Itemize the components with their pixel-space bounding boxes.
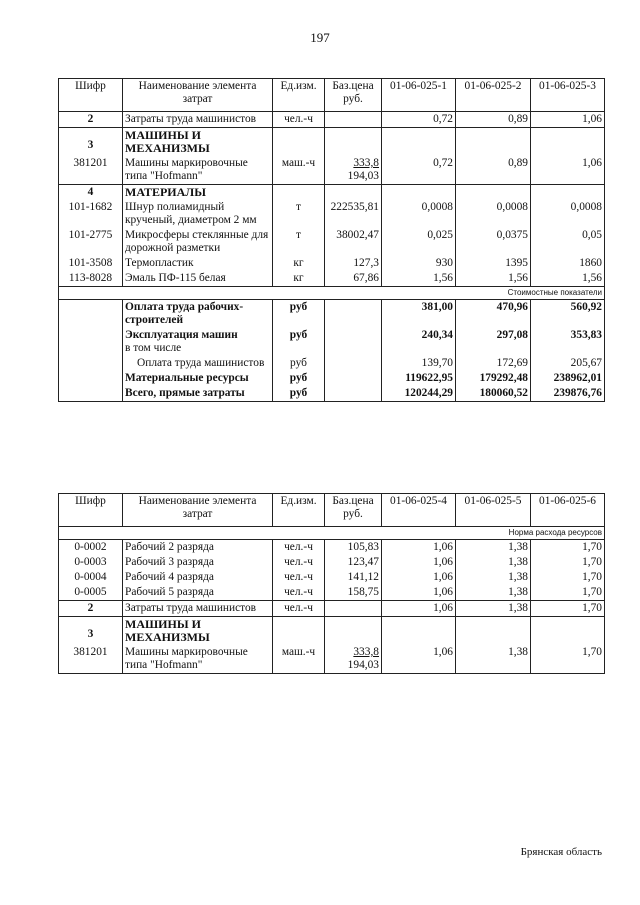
estimate-table-2 bbox=[58, 493, 605, 674]
section-title: МАШИНЫ И МЕХАНИЗМЫ bbox=[123, 617, 273, 646]
row-value-3: 1,06 bbox=[531, 112, 605, 128]
row-price: 67,86 bbox=[325, 271, 382, 287]
total-value-3: 238962,01 bbox=[531, 371, 605, 386]
row-code: 101-1682 bbox=[59, 200, 123, 228]
table-row bbox=[59, 156, 605, 185]
row-price: 105,83 bbox=[325, 540, 382, 556]
table-row bbox=[59, 540, 605, 556]
table-row bbox=[59, 585, 605, 601]
header-col-1: 01-06-025-4 bbox=[382, 494, 456, 527]
row-value-3: 0,0008 bbox=[531, 200, 605, 228]
header-name: Наименование элемента затрат bbox=[123, 494, 273, 527]
price-primary: 333,8 bbox=[353, 157, 379, 169]
row-code: 381201 bbox=[59, 645, 123, 674]
row-code: 113-8028 bbox=[59, 271, 123, 287]
row-value-1: 1,06 bbox=[382, 585, 456, 601]
row-value-2: 1,38 bbox=[456, 645, 531, 674]
header-col-2: 01-06-025-2 bbox=[456, 79, 531, 112]
table-row bbox=[59, 200, 605, 228]
row-value-2: 0,0375 bbox=[456, 228, 531, 256]
row-name: Рабочий 5 разряда bbox=[123, 585, 273, 601]
header-col-2: 01-06-025-5 bbox=[456, 494, 531, 527]
price-secondary: 194,03 bbox=[347, 170, 379, 182]
row-unit: чел.-ч bbox=[273, 585, 325, 601]
region-footer: Брянская область bbox=[520, 846, 602, 858]
row-value-3: 1860 bbox=[531, 256, 605, 271]
price-secondary: 194,03 bbox=[347, 659, 379, 671]
row-name: Термопластик bbox=[123, 256, 273, 271]
total-name: Всего, прямые затраты bbox=[123, 386, 273, 402]
total-value-2: 470,96 bbox=[456, 300, 531, 329]
note-row bbox=[59, 527, 605, 540]
section-number: 3 bbox=[59, 617, 123, 646]
section-number: 4 bbox=[59, 185, 123, 201]
total-value-2: 179292,48 bbox=[456, 371, 531, 386]
total-unit: руб bbox=[273, 386, 325, 402]
table-row bbox=[59, 271, 605, 287]
row-value-1: 1,06 bbox=[382, 645, 456, 674]
price-primary: 333,8 bbox=[353, 646, 379, 658]
row-unit: т bbox=[273, 228, 325, 256]
total-row bbox=[59, 356, 605, 371]
cost-indicators-note: Стоимостные показатели bbox=[59, 287, 605, 300]
row-unit: маш.-ч bbox=[273, 645, 325, 674]
row-value-2: 0,89 bbox=[456, 112, 531, 128]
total-unit: руб bbox=[273, 371, 325, 386]
row-value-2: 0,0008 bbox=[456, 200, 531, 228]
table-row bbox=[59, 256, 605, 271]
table-row bbox=[59, 112, 605, 128]
row-value-3: 1,70 bbox=[531, 570, 605, 585]
total-unit: руб bbox=[273, 356, 325, 371]
row-price: 158,75 bbox=[325, 585, 382, 601]
total-row bbox=[59, 328, 605, 356]
row-value-1: 0,72 bbox=[382, 112, 456, 128]
row-price bbox=[325, 156, 382, 185]
total-value-1: 120244,29 bbox=[382, 386, 456, 402]
row-name: Шнур полиамидный крученый, диаметром 2 мм bbox=[123, 200, 273, 228]
header-name: Наименование элемента затрат bbox=[123, 79, 273, 112]
section-row bbox=[59, 617, 605, 646]
section-number: 2 bbox=[59, 601, 123, 617]
table-row bbox=[59, 570, 605, 585]
row-value-1: 1,06 bbox=[382, 570, 456, 585]
row-value-2: 1,38 bbox=[456, 540, 531, 556]
row-name: Машины маркировочные типа "Hofmann" bbox=[123, 645, 273, 674]
row-value-3: 1,70 bbox=[531, 585, 605, 601]
row-value-2: 1,38 bbox=[456, 585, 531, 601]
total-name: Материальные ресурсы bbox=[123, 371, 273, 386]
table-row bbox=[59, 228, 605, 256]
row-value-1: 930 bbox=[382, 256, 456, 271]
total-value-3: 205,67 bbox=[531, 356, 605, 371]
total-value-1: 381,00 bbox=[382, 300, 456, 329]
row-value-3: 1,70 bbox=[531, 601, 605, 617]
row-unit: т bbox=[273, 200, 325, 228]
row-value-3: 1,56 bbox=[531, 271, 605, 287]
row-name: Микросферы стеклянные для дорожной разметки bbox=[123, 228, 273, 256]
row-unit: чел.-ч bbox=[273, 555, 325, 570]
row-unit: кг bbox=[273, 271, 325, 287]
row-value-3: 1,70 bbox=[531, 645, 605, 674]
row-unit: кг bbox=[273, 256, 325, 271]
row-name: Машины маркировочные типа "Hofmann" bbox=[123, 156, 273, 185]
note-row bbox=[59, 287, 605, 300]
total-value-3: 560,92 bbox=[531, 300, 605, 329]
row-value-1: 1,56 bbox=[382, 271, 456, 287]
row-price: 222535,81 bbox=[325, 200, 382, 228]
section-row bbox=[59, 128, 605, 157]
total-subtitle: в том числе bbox=[125, 342, 182, 354]
row-value-1: 1,06 bbox=[382, 601, 456, 617]
section-title: МАТЕРИАЛЫ bbox=[123, 185, 273, 201]
row-name: Затраты труда машинистов bbox=[123, 112, 273, 128]
resource-norm-note: Норма расхода ресурсов bbox=[59, 527, 605, 540]
section-number: 2 bbox=[59, 112, 123, 128]
total-name: Оплата труда машинистов bbox=[123, 356, 273, 371]
total-unit: руб bbox=[273, 328, 325, 356]
row-price: 141,12 bbox=[325, 570, 382, 585]
total-name-text: Эксплуатация машин bbox=[125, 329, 238, 341]
row-value-2: 1395 bbox=[456, 256, 531, 271]
total-unit: руб bbox=[273, 300, 325, 329]
row-value-2: 1,38 bbox=[456, 601, 531, 617]
total-row bbox=[59, 386, 605, 402]
row-price: 127,3 bbox=[325, 256, 382, 271]
header-price: Баз.цена руб. bbox=[325, 79, 382, 112]
total-value-2: 172,69 bbox=[456, 356, 531, 371]
row-price bbox=[325, 112, 382, 128]
row-name: Рабочий 2 разряда bbox=[123, 540, 273, 556]
row-name: Рабочий 3 разряда bbox=[123, 555, 273, 570]
total-value-1: 139,70 bbox=[382, 356, 456, 371]
row-price: 123,47 bbox=[325, 555, 382, 570]
row-value-3: 1,70 bbox=[531, 555, 605, 570]
total-value-1: 240,34 bbox=[382, 328, 456, 356]
row-name: Рабочий 4 разряда bbox=[123, 570, 273, 585]
row-code: 101-2775 bbox=[59, 228, 123, 256]
row-code: 381201 bbox=[59, 156, 123, 185]
section-row bbox=[59, 185, 605, 201]
total-value-1: 119622,95 bbox=[382, 371, 456, 386]
page-number: 197 bbox=[310, 30, 330, 45]
row-code: 101-3508 bbox=[59, 256, 123, 271]
row-value-1: 0,025 bbox=[382, 228, 456, 256]
row-value-2: 0,89 bbox=[456, 156, 531, 185]
row-value-1: 1,06 bbox=[382, 555, 456, 570]
section-title: МАШИНЫ И МЕХАНИЗМЫ bbox=[123, 128, 273, 157]
header-col-3: 01-06-025-3 bbox=[531, 79, 605, 112]
total-value-2: 297,08 bbox=[456, 328, 531, 356]
row-unit: чел.-ч bbox=[273, 540, 325, 556]
row-value-3: 1,70 bbox=[531, 540, 605, 556]
table-row bbox=[59, 555, 605, 570]
row-price: 38002,47 bbox=[325, 228, 382, 256]
row-value-1: 0,72 bbox=[382, 156, 456, 185]
row-unit: чел.-ч bbox=[273, 112, 325, 128]
row-value-2: 1,38 bbox=[456, 555, 531, 570]
section-number: 3 bbox=[59, 128, 123, 157]
row-code: 0-0002 bbox=[59, 540, 123, 556]
header-code: Шифр bbox=[59, 494, 123, 527]
header-unit: Ед.изм. bbox=[273, 79, 325, 112]
row-price bbox=[325, 645, 382, 674]
row-value-3: 1,06 bbox=[531, 156, 605, 185]
row-code: 0-0003 bbox=[59, 555, 123, 570]
table-row bbox=[59, 645, 605, 674]
header-col-3: 01-06-025-6 bbox=[531, 494, 605, 527]
row-value-1: 0,0008 bbox=[382, 200, 456, 228]
row-code: 0-0005 bbox=[59, 585, 123, 601]
table-header-row bbox=[59, 494, 605, 527]
table-row bbox=[59, 601, 605, 617]
row-value-3: 0,05 bbox=[531, 228, 605, 256]
row-value-2: 1,38 bbox=[456, 570, 531, 585]
row-unit: чел.-ч bbox=[273, 570, 325, 585]
total-value-2: 180060,52 bbox=[456, 386, 531, 402]
header-code: Шифр bbox=[59, 79, 123, 112]
row-name: Затраты труда машинистов bbox=[123, 601, 273, 617]
table-header-row bbox=[59, 79, 605, 112]
total-name bbox=[123, 328, 273, 356]
total-row bbox=[59, 371, 605, 386]
estimate-table-1 bbox=[58, 78, 605, 402]
header-price: Баз.цена руб. bbox=[325, 494, 382, 527]
total-value-3: 353,83 bbox=[531, 328, 605, 356]
total-row bbox=[59, 300, 605, 329]
row-code: 0-0004 bbox=[59, 570, 123, 585]
header-col-1: 01-06-025-1 bbox=[382, 79, 456, 112]
total-name: Оплата труда рабочих-строителей bbox=[123, 300, 273, 329]
row-unit: маш.-ч bbox=[273, 156, 325, 185]
row-value-1: 1,06 bbox=[382, 540, 456, 556]
row-unit: чел.-ч bbox=[273, 601, 325, 617]
total-value-3: 239876,76 bbox=[531, 386, 605, 402]
row-name: Эмаль ПФ-115 белая bbox=[123, 271, 273, 287]
row-value-2: 1,56 bbox=[456, 271, 531, 287]
header-unit: Ед.изм. bbox=[273, 494, 325, 527]
